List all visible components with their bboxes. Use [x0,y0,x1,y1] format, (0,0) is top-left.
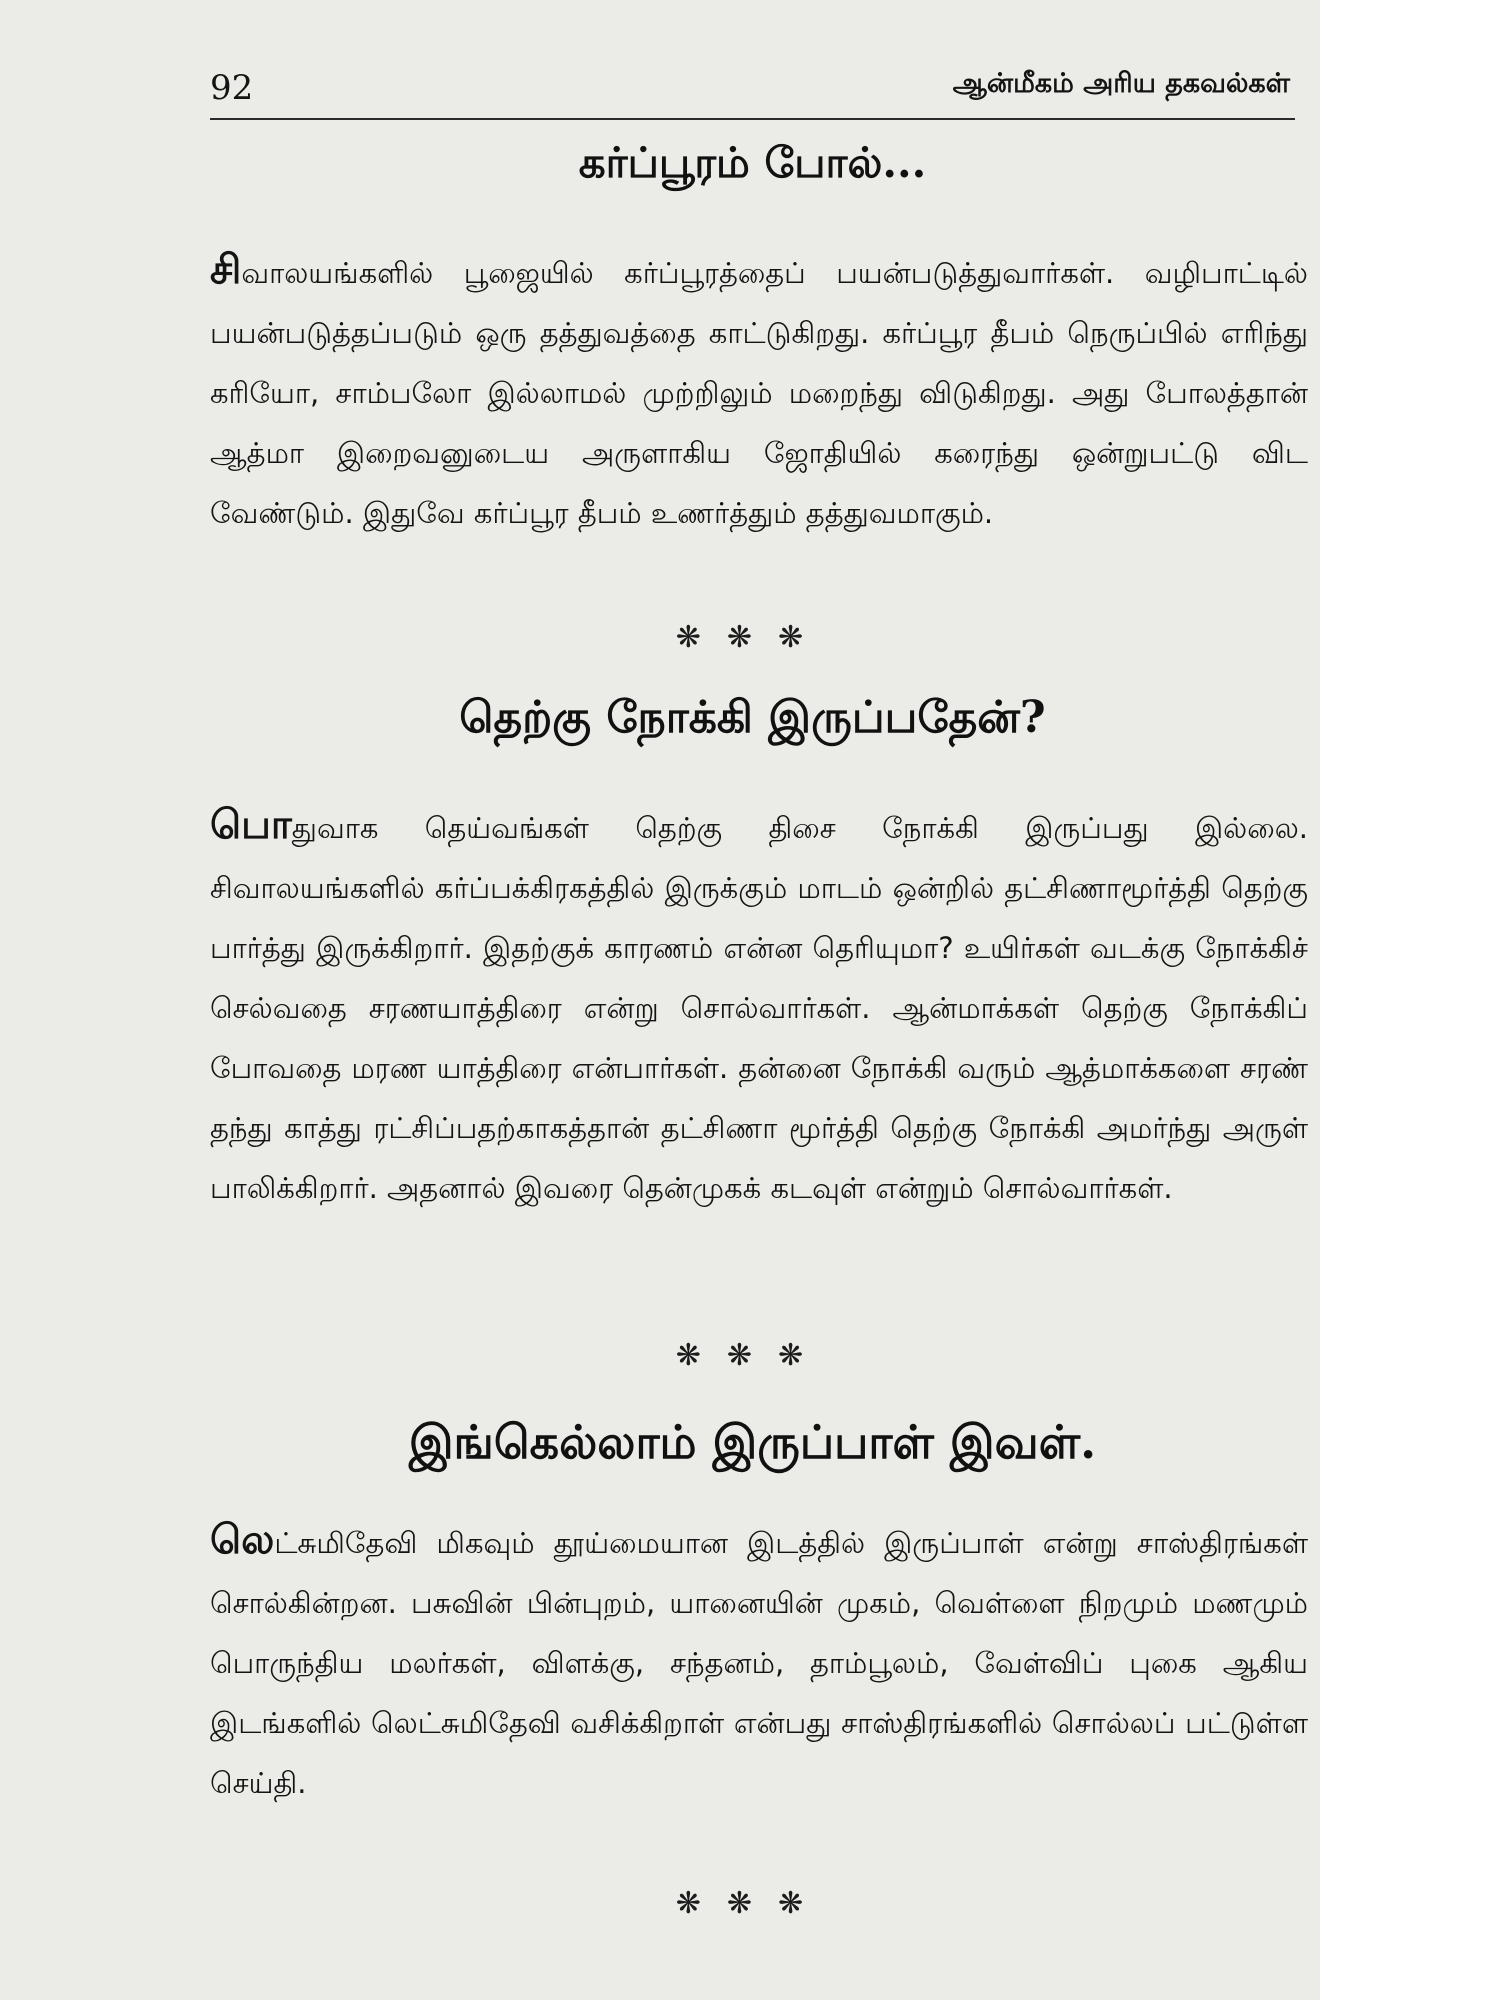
ornament-divider: ❋❋❋ [675,620,830,655]
running-header [210,68,1290,116]
book-title: ஆன்மீகம் அரிய தகவல்கள் [952,68,1290,99]
drop-lead-letters: லெ [210,1516,275,1563]
ornament-divider: ❋❋❋ [675,1338,830,1373]
white-margin [1320,0,1500,2000]
ornament-divider: ❋❋❋ [675,1886,830,1921]
paragraph-text: வாலயங்களில் பூஜையில் கர்ப்பூரத்தைப் பயன்படுத்துவார்கள். வழிபாட்டில் பயன்படுத்தப்படும் ஒரு தத்துவத்தை காட்டுகிறது. கர்ப்பூர தீபம் நெருப்பில் எரிந்து கரியோ, சாம்பலோ இல்லாமல் முற்றிலும் மறைந்து விடுகிறது. அது போலத்தான் ஆத்மா இறைவனுடைய அருளாகிய ஜோதியில் கரைந்து ஒன்றுபட்டு விட வேண்டும். இதுவே கர்ப்பூர தீபம் உணர்த்தும் தத்துவமாகும். [210,256,1308,530]
drop-lead-letters: சி [210,246,242,293]
section-heading: தெற்கு நோக்கி இருப்பதேன்? [459,692,1046,743]
paragraph-text: ட்சுமிதேவி மிகவும் தூய்மையான இடத்தில் இருப்பாள் என்று சாஸ்திரங்கள் சொல்கின்றன. பசுவின் பின்புறம், யானையின் முகம், வெள்ளை நிறமும் மணமும் பொருந்திய மலர்கள், விளக்கு, சந்தனம், தாம்பூலம், வேள்விப் புகை ஆகிய இடங்களில் லெட்சுமிதேவி வசிக்கிறாள் என்பது சாஸ்திரங்களில் சொல்லப் பட்டுள்ள செய்தி. [210,1526,1308,1800]
drop-lead-letters: பொ [210,801,292,848]
page-number: 92 [210,68,254,108]
section-heading: இங்கெல்லாம் இருப்பாள் இவள். [408,1415,1097,1469]
section-paragraph [210,240,1308,543]
section-paragraph [210,1510,1308,1813]
section-paragraph [210,795,1308,1218]
header-rule [210,118,1295,120]
paragraph-text: துவாக தெய்வங்கள் தெற்கு திசை நோக்கி இருப்பது இல்லை. சிவாலயங்களில் கர்ப்பக்கிரகத்தில் இருக்கும் மாடம் ஒன்றில் தட்சிணாமூர்த்தி தெற்கு பார்த்து இருக்கிறார். இதற்குக் காரணம் என்ன தெரியுமா? உயிர்கள் வடக்கு நோக்கிச் செல்வதை சரணயாத்திரை என்று சொல்வார்கள். ஆன்மாக்கள் தெற்கு நோக்கிப் போவதை மரண யாத்திரை என்பார்கள். தன்னை நோக்கி வரும் ஆத்மாக்களை சரண் தந்து காத்து ரட்சிப்பதற்காகத்தான் தட்சிணா மூர்த்தி தெற்கு நோக்கி அமர்ந்து அருள் பாலிக்கிறார். அதனால் இவரை தென்முகக் கடவுள் என்றும் சொல்வார்கள். [210,811,1308,1205]
section-heading: கர்ப்பூரம் போல்... [578,138,927,187]
